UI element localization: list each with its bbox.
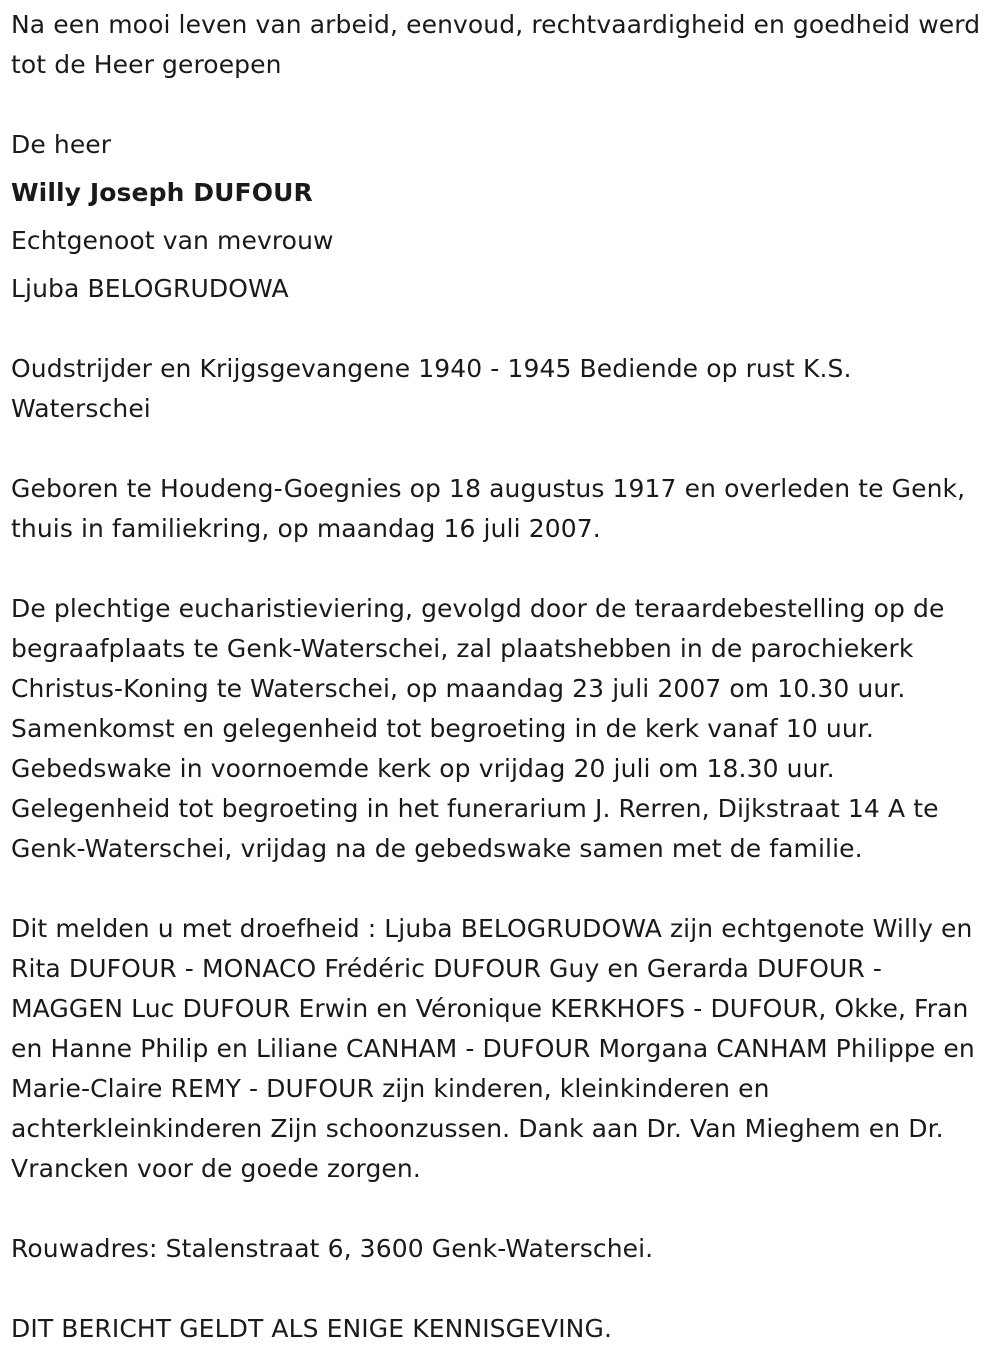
address-text: Rouwadres: Stalenstraat 6, 3600 Genk-Waterschei. (11, 1234, 654, 1263)
occupation-text: Oudstrijder en Krijgsgevangene 1940 - 1945 Bediende op rust K.S. Waterschei (11, 354, 852, 423)
notice-text: DIT BERICHT GELDT ALS ENIGE KENNISGEVING. (11, 1314, 612, 1343)
birth-death-text: Geboren te Houdeng-Goegnies op 18 augustus 1917 en overleden te Genk, thuis in familiekring, op maandag 16 juli 2007. (11, 474, 966, 543)
intro-text: Na een mooi leven van arbeid, eenvoud, rechtvaardigheid en goedheid werd tot de Heer geroepen (11, 10, 981, 79)
ceremony-text: De plechtige eucharistieviering, gevolgd door de teraardebestelling op de begraafplaats te Genk-Waterschei, zal plaatshebben in de parochiekerk Christus-Koning te Waterschei, op maandag 23 juli 2007 om 10.30 uur. Samenkomst en gelegenheid tot begroeting in de kerk vanaf 10 uur. Gebedswake in voornoemde kerk op vrijdag 20 juli om 18.30 uur. Gelegenheid tot begroeting in het funerarium J. Rerren, Dijkstraat 14 A te Genk-Waterschei, vrijdag na de gebedswake samen met de familie. (11, 594, 945, 863)
family-text: Dit melden u met droefheid : Ljuba BELOGRUDOWA zijn echtgenote Willy en Rita DUFOUR - MONACO Frédéric DUFOUR Guy en Gerarda DUFOUR - MAGGEN Luc DUFOUR Erwin en Véronique KERKHOFS - DUFOUR, Okke, Fran en Hanne Philip en Liliane CANHAM - DUFOUR Morgana CANHAM Philippe en Marie-Claire REMY - DUFOUR zijn kinderen, kleinkinderen en achterkleinkinderen Zijn schoonzussen. Dank aan Dr. Van Mieghem en Dr. Vrancken voor de goede zorgen. (11, 914, 975, 1183)
salutation: De heer (11, 130, 112, 159)
spouse-name: Ljuba BELOGRUDOWA (11, 274, 289, 303)
deceased-name: Willy Joseph DUFOUR (11, 178, 313, 207)
spouse-label: Echtgenoot van mevrouw (11, 226, 334, 255)
